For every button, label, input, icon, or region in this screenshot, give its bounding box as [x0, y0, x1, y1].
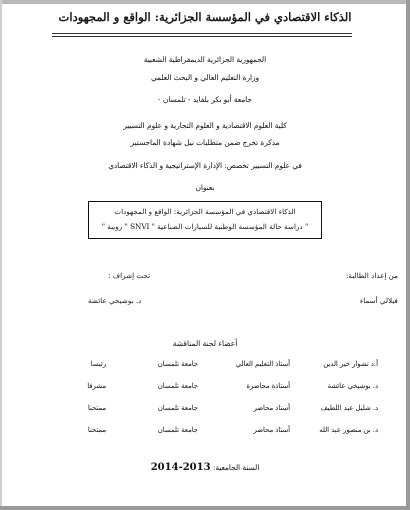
jury-member-role: ممتحنا — [87, 426, 106, 434]
table-row — [58, 360, 378, 382]
page-bottom-edge — [0, 506, 410, 510]
academic-year-value: 2013-2014 — [150, 462, 211, 473]
jury-member-role: رئيسا — [90, 360, 106, 368]
prepared-by-label: من إعداد الطالبة: — [345, 271, 398, 280]
memo-description: مذكرة تخرج ضمن متطلبات نيل شهادة الماجستير — [130, 138, 280, 147]
supervisor-name: د. بوشيخي عائشة — [88, 296, 142, 305]
republic-name: الجمهورية الجزائرية الديمقراطية الشعبية — [143, 55, 267, 64]
jury-member-name: د. بوشيخي عائشة — [327, 382, 378, 390]
page-top-edge — [0, 0, 410, 4]
table-row — [58, 404, 378, 426]
jury-table — [58, 360, 378, 448]
supervision-label: تحت إشراف : — [108, 271, 151, 280]
jury-member-university: جامعة تلمسان — [157, 404, 198, 412]
header-rule-top — [52, 33, 352, 34]
jury-member-rank: أستاذ محاضر — [253, 404, 290, 412]
jury-member-name: د. شليل عبد اللطيف — [320, 404, 378, 412]
table-row — [58, 382, 378, 404]
thesis-title-box — [88, 201, 322, 239]
table-row — [58, 426, 378, 448]
specialty-line: في علوم التسيير تخصص: الإدارة الإستراتيجية و الذكاء الاقتصادي — [108, 161, 302, 170]
jury-member-university: جامعة تلمسان — [157, 360, 198, 368]
thesis-title-line2: " دراسة حالة المؤسسة الوطنية للسيارات الصناعية " SNVI " رويبة " — [101, 222, 309, 231]
header-rule-bottom — [52, 36, 352, 37]
jury-member-name: د. بن منصور عبد الله — [319, 426, 378, 434]
ministry-name: وزارة التعليم العالي و البحث العلمي — [150, 73, 260, 82]
jury-member-rank: أستاذة محاضرة — [246, 382, 290, 390]
jury-member-rank: أستاذ التعليم العالي — [235, 360, 290, 368]
jury-member-rank: أستاذ محاضر — [253, 426, 290, 434]
page-header-title: الذكاء الاقتصادي في المؤسسة الجزائرية: الواقع و المجهودات — [58, 10, 352, 24]
thesis-title-line1: الذكاء الاقتصادي في المؤسسة الجزائرية: الواقع و المجهودات — [114, 207, 296, 216]
jury-member-name: أ.د تشوار خير الدين — [323, 360, 378, 368]
jury-member-university: جامعة تلمسان — [157, 426, 198, 434]
faculty-name: كلية العلوم الاقتصادية و العلوم التجارية و علوم التسيير — [123, 121, 287, 130]
academic-year-label: السنة الجامعية: — [212, 463, 260, 472]
jury-member-role: مشرفا — [87, 382, 106, 390]
jury-member-role: ممتحنا — [87, 404, 106, 412]
jury-member-university: جامعة تلمسان — [157, 382, 198, 390]
university-name: جامعة أبو بكر بلقايد - تلمسان - — [158, 95, 252, 104]
student-name: فيلالي أسماء — [359, 296, 398, 305]
academic-year — [0, 462, 410, 473]
title-label: بعنوان — [195, 183, 215, 192]
jury-title: أعضاء لجنة المناقشة — [172, 339, 238, 348]
